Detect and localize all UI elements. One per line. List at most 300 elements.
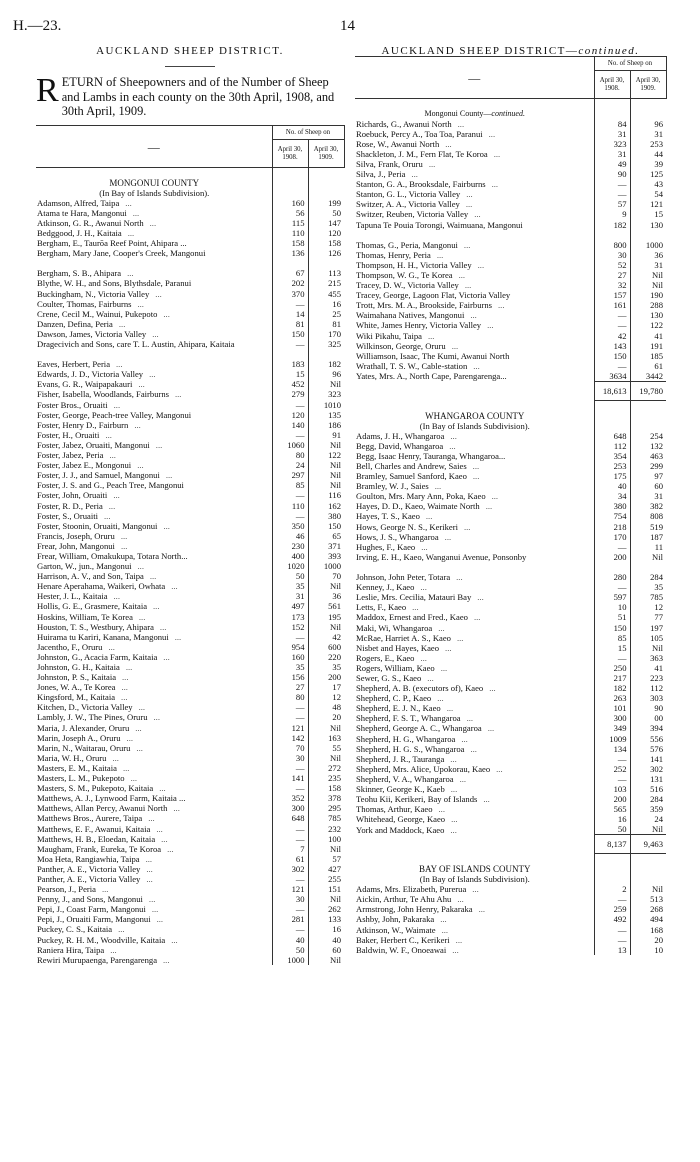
owner-name-text: Shepherd, F. S. T., Whangaroa bbox=[356, 713, 461, 724]
table-row bbox=[355, 794, 666, 804]
owner-name bbox=[36, 480, 272, 490]
table-row bbox=[355, 582, 666, 592]
leader-dots: ... bbox=[412, 602, 419, 613]
table-row bbox=[355, 300, 666, 310]
owner-name bbox=[36, 571, 272, 581]
leader-dots: ... bbox=[121, 682, 128, 693]
sheep-1909: 36 bbox=[308, 591, 344, 601]
sheep-1908: — bbox=[594, 189, 630, 199]
owner-name bbox=[355, 421, 594, 431]
sheep-1908: — bbox=[272, 299, 308, 309]
left-column bbox=[36, 44, 344, 965]
owner-name-text: Hows, George N. S., Kerikeri bbox=[356, 521, 458, 532]
sheep-1909: 31 bbox=[630, 129, 666, 139]
sheep-1908: 202 bbox=[272, 278, 308, 288]
owner-name-text: Adamson, Alfred, Taipa bbox=[37, 197, 120, 208]
owner-name-text: Rogers, E., Kaeo bbox=[356, 652, 415, 663]
table-row bbox=[355, 592, 666, 602]
table-row bbox=[36, 228, 344, 238]
sheep-1909: Nil bbox=[630, 552, 666, 572]
sheep-1908: 302 bbox=[272, 864, 308, 874]
table-row bbox=[355, 431, 666, 441]
owner-name bbox=[355, 784, 594, 794]
sheep-1908: — bbox=[272, 824, 308, 834]
table-row bbox=[355, 280, 666, 290]
owner-name bbox=[36, 793, 272, 803]
owner-name-text: Pepi, J., Coast Farm, Mangonui bbox=[37, 904, 146, 915]
leader-dots: ... bbox=[105, 429, 112, 440]
sheep-1908: — bbox=[594, 935, 630, 945]
owner-name-text: MONGONUI COUNTY bbox=[109, 177, 200, 188]
owner-name-text: Foster, Stoonin, Oruaiti, Mangonui bbox=[37, 520, 158, 531]
sheep-1909: 15 bbox=[630, 209, 666, 219]
sheep-1908: 152 bbox=[272, 622, 308, 632]
owner-name bbox=[355, 371, 594, 382]
sheep-1908: — bbox=[272, 490, 308, 500]
sheep-1909: 61 bbox=[630, 361, 666, 371]
owner-name bbox=[355, 199, 594, 209]
sheep-1908: 136 bbox=[272, 248, 308, 268]
sheep-1909: 393 bbox=[308, 551, 344, 561]
owner-name-text: Buckingham, N., Victoria Valley bbox=[37, 288, 150, 299]
sheep-1908: 35 bbox=[272, 662, 308, 672]
leader-dots: ... bbox=[108, 641, 115, 652]
table-row bbox=[355, 481, 666, 491]
owner-name bbox=[355, 220, 594, 240]
sheep-1908: 134 bbox=[594, 744, 630, 754]
leader-dots: ... bbox=[151, 904, 159, 915]
owner-name bbox=[36, 874, 272, 884]
leader-dots: ... bbox=[118, 924, 125, 935]
sheep-1909: 24 bbox=[630, 814, 666, 824]
leader-dots: ... bbox=[165, 470, 173, 481]
sheep-1908 bbox=[272, 188, 308, 198]
table-row bbox=[355, 159, 666, 169]
table-row bbox=[355, 532, 666, 542]
owner-name-text: Foster Bros., Oruaiti bbox=[37, 399, 108, 410]
owner-name-text: Goulton, Mrs. Mary Ann, Poka, Kaeo bbox=[356, 491, 486, 502]
sheep-1908: 7 bbox=[272, 844, 308, 854]
sheep-1909: 100 bbox=[308, 834, 344, 844]
table-row bbox=[355, 331, 666, 341]
sheep-1909: 122 bbox=[308, 450, 344, 460]
owner-name-text: Richards, G., Awanui North bbox=[356, 118, 452, 129]
leader-dots: ... bbox=[163, 651, 170, 662]
table-row bbox=[355, 511, 666, 521]
owner-name bbox=[355, 794, 594, 804]
leader-dots: ... bbox=[463, 239, 471, 250]
owner-name-text: Bramley, W. J., Saies bbox=[356, 481, 429, 492]
sheep-1908: 84 bbox=[594, 119, 630, 129]
table-row bbox=[36, 793, 344, 803]
owner-name bbox=[36, 612, 272, 622]
owner-name-text: Shepherd, H. G. S., Whangaroa bbox=[356, 743, 465, 754]
right-title-text: AUCKLAND SHEEP DISTRICT— bbox=[381, 45, 579, 57]
leader-dots: ... bbox=[434, 481, 442, 492]
owner-name bbox=[355, 240, 594, 250]
owner-name-text: Williamson, Isaac, The Kumi, Awanui North bbox=[356, 350, 510, 361]
sheep-1908: 56 bbox=[272, 208, 308, 218]
sheep-1909: 147 bbox=[308, 218, 344, 228]
leader-dots: ... bbox=[472, 471, 480, 482]
sheep-1909: 253 bbox=[630, 139, 666, 149]
sheep-1908: 9 bbox=[594, 209, 630, 219]
owner-name bbox=[355, 744, 594, 754]
leader-dots: ... bbox=[436, 249, 444, 260]
owner-name bbox=[36, 561, 272, 571]
owner-name-text: Baker, Herbert C., Kerikeri bbox=[356, 934, 450, 945]
sheep-1908: 81 bbox=[272, 319, 308, 329]
sheep-1909: 1000 bbox=[630, 240, 666, 250]
sheep-1908: — bbox=[272, 430, 308, 440]
leader-dots: ... bbox=[483, 794, 490, 805]
owner-name-text: Eaves, Herbert, Peria bbox=[37, 359, 111, 370]
owner-name-text: Rewiri Murupaenga, Parengarenga bbox=[37, 954, 158, 965]
owner-name bbox=[36, 945, 272, 955]
owner-name-text: Garton, W., jun., Mangonui bbox=[37, 561, 132, 572]
sheep-1909 bbox=[630, 854, 666, 864]
sheep-1908: 30 bbox=[272, 894, 308, 904]
sheep-1908: — bbox=[272, 400, 308, 410]
sheep-1908: 90 bbox=[594, 169, 630, 179]
sheep-1909: 394 bbox=[630, 723, 666, 733]
table-row bbox=[36, 400, 344, 410]
table-row bbox=[36, 753, 344, 763]
owner-name bbox=[36, 844, 272, 854]
sheep-1909: 19,780 bbox=[630, 382, 666, 401]
table-row bbox=[36, 702, 344, 712]
sheep-1908 bbox=[594, 874, 630, 884]
sheep-1908: 158 bbox=[272, 238, 308, 248]
owner-name-text: Hows, J. S., Whangaroa bbox=[356, 531, 439, 542]
leader-dots: ... bbox=[451, 340, 459, 351]
owner-name-text: Johnston, P. S., Kaitaia bbox=[37, 672, 117, 683]
leader-dots: ... bbox=[444, 531, 452, 542]
owner-name bbox=[355, 341, 594, 351]
leader-dots: ... bbox=[457, 118, 465, 129]
sheep-1908: 492 bbox=[594, 914, 630, 924]
table-row bbox=[355, 744, 666, 754]
leader-dots: ... bbox=[450, 753, 457, 764]
table-row bbox=[36, 319, 344, 329]
owner-name-text: Silva, J., Peria bbox=[356, 169, 406, 180]
table-row bbox=[355, 904, 666, 914]
sheep-1909: 122 bbox=[630, 320, 666, 330]
table-row bbox=[36, 480, 344, 490]
table-row bbox=[355, 925, 666, 935]
owner-name bbox=[36, 440, 272, 450]
table-row bbox=[355, 169, 666, 179]
leader-dots: ... bbox=[138, 611, 146, 622]
leader-dots: ... bbox=[449, 440, 456, 451]
sheep-1908: 280 bbox=[594, 572, 630, 582]
owner-name-text: Waimahana Natives, Mangonui bbox=[356, 310, 465, 321]
year-1909-header: April 30, 1909. bbox=[630, 71, 666, 99]
county-heading bbox=[355, 864, 666, 874]
owner-name bbox=[36, 541, 272, 551]
sheep-1908: 142 bbox=[272, 733, 308, 743]
leader-dots: ... bbox=[159, 621, 167, 632]
sheep-1909: 170 bbox=[308, 329, 344, 339]
leader-dots: ... bbox=[487, 320, 494, 331]
owner-name-text: (In Bay of Islands Subdivision). bbox=[419, 420, 530, 431]
table-row bbox=[355, 371, 666, 382]
table-row bbox=[355, 310, 666, 320]
leader-dots: ... bbox=[438, 622, 445, 633]
table-row bbox=[36, 955, 344, 965]
sheep-1909: 120 bbox=[308, 228, 344, 238]
spacer-row bbox=[355, 401, 666, 411]
sheep-1908 bbox=[594, 854, 630, 864]
table-row bbox=[36, 531, 344, 541]
table-row bbox=[36, 632, 344, 642]
sheep-1908: 1020 bbox=[272, 561, 308, 571]
table-row bbox=[36, 834, 344, 844]
owner-name-text: Foster, R. D., Peria bbox=[37, 500, 103, 511]
sheep-1909 bbox=[630, 99, 666, 109]
sheep-1909: Nil bbox=[308, 894, 344, 904]
owner-name bbox=[355, 139, 594, 149]
owner-name bbox=[36, 278, 272, 288]
owner-name bbox=[355, 320, 594, 330]
sheep-1908: 30 bbox=[594, 250, 630, 260]
sheep-1909: 561 bbox=[308, 601, 344, 611]
leader-dots: ... bbox=[487, 723, 495, 734]
owner-name bbox=[36, 682, 272, 692]
sheep-1909: 199 bbox=[308, 198, 344, 208]
sheep-1909: Nil bbox=[308, 379, 344, 389]
owner-name-text: BAY OF ISLANDS COUNTY bbox=[418, 863, 531, 874]
sheep-1908: 352 bbox=[272, 793, 308, 803]
sheep-1909: 255 bbox=[308, 874, 344, 884]
owner-name bbox=[355, 824, 594, 835]
owner-name bbox=[355, 129, 594, 139]
owner-name bbox=[36, 430, 272, 440]
owner-name bbox=[355, 300, 594, 310]
left-table-body bbox=[36, 168, 344, 965]
owner-name bbox=[36, 733, 272, 743]
table-row bbox=[355, 804, 666, 814]
table-row bbox=[36, 490, 344, 500]
table-row bbox=[36, 268, 344, 278]
table-row bbox=[36, 289, 344, 299]
sheep-1909: 16 bbox=[308, 924, 344, 934]
sheep-1908: 13 bbox=[594, 945, 630, 955]
leader-dots: ... bbox=[461, 733, 468, 744]
sheep-1909: 70 bbox=[308, 571, 344, 581]
sheep-1909 bbox=[630, 421, 666, 431]
table-row bbox=[36, 824, 344, 834]
table-row bbox=[355, 723, 666, 733]
table-row bbox=[36, 430, 344, 440]
owner-name bbox=[355, 592, 594, 602]
owner-name bbox=[36, 834, 272, 844]
sheep-1909: 299 bbox=[630, 461, 666, 471]
sheep-1908: 300 bbox=[594, 713, 630, 723]
sheep-1909: 158 bbox=[308, 783, 344, 793]
owner-name-text: Johnston, G., Acacia Farm, Kaitaia bbox=[37, 651, 158, 662]
sheep-1909: 151 bbox=[308, 884, 344, 894]
owner-name-text: Nisbet and Hayes, Kaeo bbox=[356, 642, 440, 653]
leader-dots: ... bbox=[174, 631, 182, 642]
sheep-1909: 168 bbox=[630, 925, 666, 935]
table-row bbox=[355, 935, 666, 945]
owner-name-text: Pepi, J., Oruaiti Farm, Mangonui bbox=[37, 914, 151, 925]
county-heading bbox=[355, 411, 666, 421]
owner-name-text: Aickin, Arthur, Te Ahu Ahu bbox=[356, 894, 452, 905]
leader-dots: ... bbox=[488, 128, 496, 139]
table-row bbox=[36, 813, 344, 823]
table-row bbox=[36, 723, 344, 733]
owner-name bbox=[36, 763, 272, 773]
table-row bbox=[36, 763, 344, 773]
sheep-1908: 42 bbox=[594, 331, 630, 341]
table-row bbox=[36, 844, 344, 854]
sheep-1909: 135 bbox=[308, 410, 344, 420]
owner-name-text: Shepherd, J. R., Tauranga bbox=[356, 753, 445, 764]
left-district-title: AUCKLAND SHEEP DISTRICT. bbox=[96, 45, 284, 57]
table-row bbox=[355, 119, 666, 129]
owner-name bbox=[36, 511, 272, 521]
sheep-1908: 452 bbox=[272, 379, 308, 389]
owner-name-text: Thompson, H. H., Victoria Valley bbox=[356, 259, 472, 270]
owner-name-text: Thomas, Arthur, Kaeo bbox=[356, 804, 433, 815]
leader-dots: ... bbox=[445, 642, 452, 653]
leader-dots: ... bbox=[148, 894, 156, 905]
sheep-1908: 182 bbox=[594, 683, 630, 693]
sheep-1908: 263 bbox=[594, 693, 630, 703]
owner-name-text: Shepherd, A. B. (executors of), Kaeo bbox=[356, 683, 484, 694]
sheep-1909: Nil bbox=[308, 581, 344, 591]
owner-name-text: Lambly, J. W., The Pines, Oruru bbox=[37, 712, 148, 723]
owner-name-text: Hughes, F., Kaeo bbox=[356, 541, 416, 552]
leader-dots: ... bbox=[473, 612, 481, 623]
sheep-1909: 232 bbox=[308, 824, 344, 834]
leader-dots: ... bbox=[491, 179, 499, 190]
sheep-1909: 11 bbox=[630, 542, 666, 552]
owner-name-text: Armstrong, John Henry, Pakaraka bbox=[356, 904, 473, 915]
sheep-1909: 12 bbox=[630, 602, 666, 612]
owner-name-text: Trott, Mrs. M. A., Brookside, Fairburns bbox=[356, 300, 493, 311]
right-sheep-table bbox=[355, 56, 667, 955]
table-row bbox=[36, 551, 344, 561]
leader-dots: ... bbox=[152, 328, 159, 339]
table-row bbox=[36, 854, 344, 864]
table-row bbox=[36, 622, 344, 632]
owner-name-text: Whitehead, George, Kaeo bbox=[356, 814, 446, 825]
continued-label: continued. bbox=[491, 108, 525, 118]
sheep-1909: Nil bbox=[308, 622, 344, 632]
owner-name bbox=[355, 260, 594, 270]
sheep-1909: 130 bbox=[630, 310, 666, 320]
owner-name bbox=[355, 501, 594, 511]
sheep-1908: 150 bbox=[272, 329, 308, 339]
owner-name bbox=[355, 441, 594, 451]
owner-name bbox=[36, 955, 272, 965]
leader-dots: ... bbox=[173, 803, 180, 814]
sheep-1908: 141 bbox=[272, 773, 308, 783]
table-row bbox=[355, 149, 666, 159]
sheep-1909: 378 bbox=[308, 793, 344, 803]
leader-dots: ... bbox=[145, 853, 153, 864]
owner-name-text: Moa Heta, Rangiawhia, Taipa bbox=[37, 853, 140, 864]
sheep-1909 bbox=[630, 411, 666, 421]
spacer-row bbox=[36, 168, 344, 178]
sheep-1908: 121 bbox=[272, 723, 308, 733]
sheep-1908: 51 bbox=[594, 612, 630, 622]
sheep-1908: 160 bbox=[272, 652, 308, 662]
sheep-1908: 1060 bbox=[272, 440, 308, 450]
leader-dots: ... bbox=[437, 693, 444, 704]
sheep-1909: 90 bbox=[630, 703, 666, 713]
sheep-1908: — bbox=[594, 653, 630, 663]
owner-name bbox=[355, 935, 594, 945]
sheep-1909: Nil bbox=[308, 440, 344, 450]
owner-name bbox=[355, 703, 594, 713]
owner-name bbox=[355, 491, 594, 501]
sheep-1908: — bbox=[272, 702, 308, 712]
owner-name bbox=[355, 693, 594, 703]
sheep-1908: 183 bbox=[272, 359, 308, 369]
owner-name bbox=[36, 581, 272, 591]
sheep-1908: 140 bbox=[272, 420, 308, 430]
sheep-1908: — bbox=[594, 310, 630, 320]
sheep-1909: 60 bbox=[630, 481, 666, 491]
table-row bbox=[36, 248, 344, 268]
table-row bbox=[355, 683, 666, 693]
page-number: 14 bbox=[340, 18, 355, 34]
sheep-1908: — bbox=[272, 924, 308, 934]
sheep-1908: 173 bbox=[272, 612, 308, 622]
sheep-1908: 954 bbox=[272, 642, 308, 652]
subdivision-note bbox=[355, 421, 666, 431]
sheep-1908: — bbox=[272, 763, 308, 773]
sheep-1908: — bbox=[272, 632, 308, 642]
year-1908-header: April 30, 1908. bbox=[594, 71, 630, 99]
sheep-1909: 215 bbox=[308, 278, 344, 288]
sheep-1908: 230 bbox=[272, 541, 308, 551]
sheep-1908: 115 bbox=[272, 218, 308, 228]
owner-name-text: Danzen, Defina, Peria bbox=[37, 318, 113, 329]
sheep-1909: 284 bbox=[630, 794, 666, 804]
table-row bbox=[36, 682, 344, 692]
sheep-1908: 300 bbox=[272, 803, 308, 813]
sheep-1908: — bbox=[272, 511, 308, 521]
table-row bbox=[36, 692, 344, 702]
owner-name bbox=[36, 591, 272, 601]
sheep-1908: 259 bbox=[594, 904, 630, 914]
owner-name-text: Foster, H., Oruaiti bbox=[37, 429, 100, 440]
sheep-1909: 513 bbox=[630, 894, 666, 904]
sheep-1909: 77 bbox=[630, 612, 666, 622]
owner-name-text: Coulter, Thomas, Fairburns bbox=[37, 298, 132, 309]
table-row bbox=[36, 935, 344, 945]
leader-dots: ... bbox=[104, 510, 111, 521]
owner-name-text: Marin, Joseph A., Oruru bbox=[37, 732, 121, 743]
sheep-1909: 133 bbox=[308, 914, 344, 924]
owner-name-text: Sewer, G. S., Kaeo bbox=[356, 672, 422, 683]
owner-name bbox=[355, 481, 594, 491]
owner-name bbox=[36, 753, 272, 763]
leader-dots: ... bbox=[451, 814, 458, 825]
owner-name bbox=[355, 159, 594, 169]
owner-name bbox=[36, 470, 272, 480]
table-row bbox=[36, 389, 344, 399]
table-row bbox=[36, 914, 344, 924]
owner-name bbox=[36, 702, 272, 712]
table-row bbox=[355, 260, 666, 270]
owner-name bbox=[355, 401, 594, 411]
